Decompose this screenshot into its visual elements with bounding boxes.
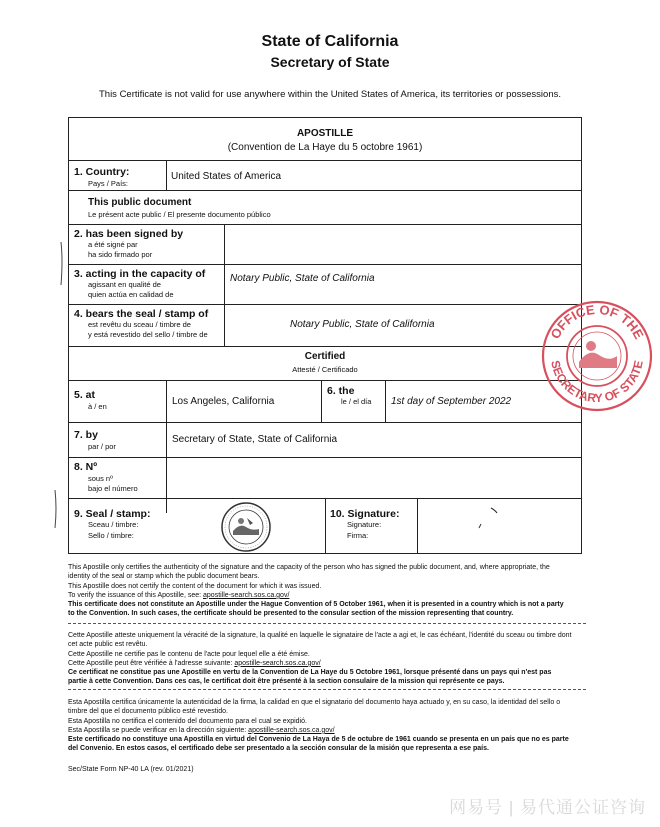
apostille-box bbox=[68, 117, 582, 554]
en-line-2: identity of the seal or stamp which the public document bears. bbox=[68, 573, 260, 581]
seal-of-label: 4. bears the seal / stamp of bbox=[74, 308, 209, 320]
capacity-sub-fr: agissant en qualité de bbox=[88, 280, 161, 289]
seal-of-sub-es: y está revestido del sello / timbre de bbox=[88, 330, 208, 339]
country-sub: Pays / País: bbox=[88, 179, 129, 188]
fr-line-5 bbox=[68, 668, 586, 677]
capacity-value: Notary Public, State of California bbox=[230, 273, 375, 284]
es-bold-1: Este certificado no constituye una Apostilla en virtud del Convenio de La Haya de 5 de octubre de 1961 cuando se presenta en un país que no es parte bbox=[68, 736, 569, 744]
es-bold-2: del Convenio. En estos casos, el certificado debe ser presentado a la sección consular de la misión que representa a ese país. bbox=[68, 745, 489, 753]
divider-dashed bbox=[68, 623, 586, 624]
public-document-sub: Le présent acte public / El presente documento público bbox=[88, 210, 271, 219]
stamp-bottom-text: SECRETARY OF STATE bbox=[548, 359, 646, 406]
fr-line-1: Cette Apostille atteste uniquement la véracité de la signature, la qualité en laquelle le signataire de l'acte a agi et, le cas échéant, l'identité du sceau ou timbre dont bbox=[68, 632, 572, 639]
certified-label: Certified bbox=[304, 351, 346, 362]
validity-notice: This Certificate is not valid for use anywhere within the United States of America, its territories or possessions. bbox=[98, 89, 561, 100]
signature-sub-fr: Signature: bbox=[347, 520, 382, 529]
english-disclaimer bbox=[68, 563, 586, 619]
es-line-6 bbox=[68, 744, 586, 753]
divider bbox=[69, 457, 581, 458]
en-bold-2: to the Convention. In such cases, the certificate should be presented to the consular section of the mission representing that country. bbox=[68, 610, 514, 618]
fr-line-2: cet acte public est revêtu. bbox=[68, 641, 148, 649]
date-sub: le / el día bbox=[341, 397, 372, 406]
en-line-5 bbox=[68, 600, 586, 609]
signed-by-sub-es: ha sido firmado por bbox=[88, 250, 153, 259]
en-line-4 bbox=[68, 591, 586, 600]
divider bbox=[224, 224, 225, 346]
fr-bold-1: Ce certificat ne constitue pas une Apostille en vertu de la Convention de La Haye du 5 Octobre 1961, lorsque présenté dans un pays qui n'est pas bbox=[68, 669, 552, 677]
divider bbox=[69, 224, 581, 225]
divider bbox=[166, 380, 167, 513]
divider bbox=[69, 304, 581, 305]
seal-stamp-sub-fr: Sceau / timbre: bbox=[88, 520, 139, 529]
margin-mark-icon bbox=[52, 488, 60, 532]
by-sub: par / por bbox=[88, 442, 116, 451]
signature-label: 10. Signature: bbox=[330, 508, 400, 520]
at-sub: à / en bbox=[88, 402, 107, 411]
number-sub-fr: sous nº bbox=[88, 474, 113, 483]
divider bbox=[69, 160, 581, 161]
es-line-1: Esta Apostilla certifica únicamente la autenticidad de la firma, la calidad en que el signatario del documento haya actuado y, en su caso, la identidad del sello o bbox=[68, 699, 561, 706]
divider bbox=[325, 498, 326, 553]
es-verify-text: Esta Apostilla se puede verificar en la dirección siguiente: bbox=[68, 726, 249, 734]
divider-dashed bbox=[68, 689, 586, 690]
divider bbox=[69, 380, 581, 381]
es-line-2: timbre del que el documento público esté revestido. bbox=[68, 708, 228, 716]
fr-line-6 bbox=[68, 677, 586, 686]
secretary-of-state-stamp-icon bbox=[541, 300, 653, 412]
margin-mark-icon bbox=[58, 240, 66, 290]
apostille-convention: (Convention de La Haye du 5 octobre 1961) bbox=[227, 142, 423, 153]
divider bbox=[385, 380, 386, 422]
seal-stamp-sub-es: Sello / timbre: bbox=[88, 531, 134, 540]
en-verify-link[interactable]: apostille-search.sos.ca.gov/ bbox=[203, 591, 290, 599]
seal-stamp-label: 9. Seal / stamp: bbox=[74, 508, 151, 520]
en-verify-text: To verify the issuance of this Apostille, see: bbox=[68, 591, 204, 599]
country-value: United States of America bbox=[171, 171, 282, 182]
en-line-6 bbox=[68, 609, 586, 618]
seal-of-value: Notary Public, State of California bbox=[290, 319, 435, 330]
en-bold-1: This certificate does not constitute an Apostille under the Hague Convention of 5 October 1961, when it is presented in a country which is not a party bbox=[68, 601, 564, 609]
california-seal-icon bbox=[220, 501, 272, 553]
fr-bold-2: partie à cette Convention. Dans ces cas, le certificat doit être présenté à la section consulaire de la mission qui représente ce pays. bbox=[68, 678, 505, 686]
fr-line-3: Cette Apostille ne certifie pas le contenu de l'acte pour lequel elle a été émise. bbox=[68, 650, 310, 658]
date-value: 1st day of September 2022 bbox=[391, 396, 512, 407]
spanish-disclaimer bbox=[68, 698, 586, 754]
number-label: 8. Nº bbox=[74, 461, 98, 473]
divider bbox=[69, 422, 581, 423]
es-line-5 bbox=[68, 735, 586, 744]
divider bbox=[417, 498, 418, 553]
capacity-sub-es: quien actúa en calidad de bbox=[88, 290, 174, 299]
place-value: Los Angeles, California bbox=[172, 396, 275, 407]
french-disclaimer bbox=[68, 631, 586, 687]
divider bbox=[69, 346, 581, 347]
en-line-1: This Apostille only certifies the authenticity of the signature and the capacity of the person who has signed the public document, and, where appropriate, the bbox=[68, 564, 550, 571]
fr-line-4 bbox=[68, 659, 586, 668]
es-line-3: Esta Apostilla no certifica el contenido del documento para el cual se expidió. bbox=[68, 717, 307, 725]
public-document-label: This public document bbox=[88, 197, 192, 208]
page-subtitle: Secretary of State bbox=[270, 54, 390, 70]
divider bbox=[166, 160, 167, 190]
country-label: 1. Country: bbox=[74, 166, 130, 178]
by-label: 7. by bbox=[74, 429, 98, 441]
by-value: Secretary of State, State of California bbox=[172, 434, 338, 445]
form-id: Sec/State Form NP-40 LA (rev. 01/2021) bbox=[68, 766, 194, 773]
signed-by-sub-fr: a été signé par bbox=[88, 240, 138, 249]
certified-sub: Attesté / Certificado bbox=[292, 365, 358, 374]
en-line-3: This Apostille does not certify the content of the document for which it was issued. bbox=[68, 582, 322, 590]
es-line-4 bbox=[68, 726, 586, 735]
divider bbox=[69, 264, 581, 265]
signed-by-label: 2. has been signed by bbox=[74, 228, 184, 240]
number-sub-es: bajo el número bbox=[88, 484, 138, 493]
seal-of-sub-fr: est revêtu du sceau / timbre de bbox=[88, 320, 191, 329]
watermark: 网易号 | 易代通公证咨询 bbox=[449, 798, 646, 817]
divider bbox=[321, 380, 322, 422]
at-label: 5. at bbox=[74, 389, 96, 401]
divider bbox=[69, 190, 581, 191]
fr-verify-link[interactable]: apostille-search.sos.ca.gov/ bbox=[234, 659, 321, 667]
capacity-label: 3. acting in the capacity of bbox=[74, 268, 206, 280]
page-title: State of California bbox=[261, 33, 399, 50]
signature-sub-es: Firma: bbox=[347, 531, 369, 540]
apostille-title: APOSTILLE bbox=[296, 128, 354, 139]
signature-icon bbox=[457, 504, 517, 534]
stamp-top-text: OFFICE OF THE bbox=[547, 301, 647, 342]
svg-text:OFFICE OF THE bbox=[547, 302, 646, 342]
es-verify-link[interactable]: apostille-search.sos.ca.gov/ bbox=[248, 726, 335, 734]
fr-verify-text: Cette Apostille peut être vérifiée à l'adresse suivante: bbox=[68, 659, 235, 667]
date-label: 6. the bbox=[327, 385, 355, 397]
